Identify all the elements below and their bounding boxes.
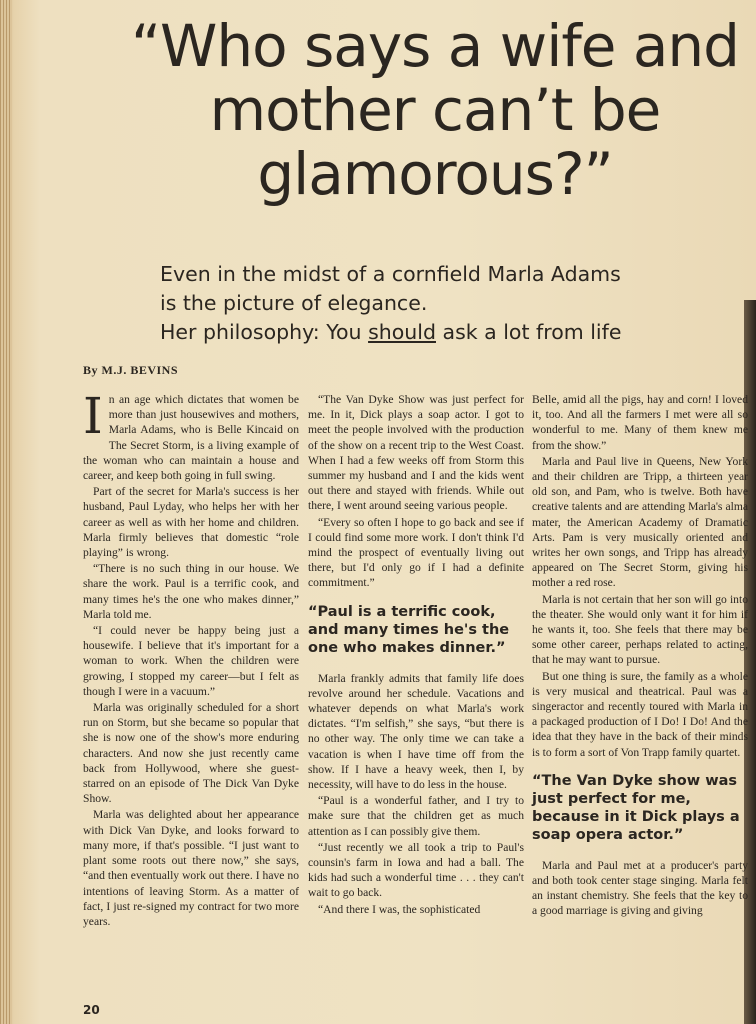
paragraph xyxy=(83,387,299,483)
paragraph: Part of the secret for Marla's success is her husband, Paul Lyday, who helps her with her career as well as with her home and children. Marla firmly believes that domestic “role playing” is wrong. xyxy=(83,485,299,560)
paragraph: “I could never be happy being just a housewife. I believe that it's important for a woman to work. When the children were growing, I stopped my career—but I felt as though I were in a vacuum.” xyxy=(83,624,299,698)
page-number: 20 xyxy=(83,1003,100,1017)
paragraph: “Just recently we all took a trip to Paul's counsin's farm in Iowa and had a ball. The kids had such a wonderful time . . . they can't wait to go back. xyxy=(308,840,524,900)
paragraph: Marla was originally scheduled for a short run on Storm, but she became so popular that she is now one of the show's more enduring characters. And now she just recently came back from Hollywood, where she guest-starred on an episode of The Dick Van Dyke Show. xyxy=(83,701,299,806)
paragraph: “And there I was, the sophisticated xyxy=(318,902,481,916)
pull-quote: “Paul is a terrific cook, and many times he's the one who makes dinner.” xyxy=(308,603,510,656)
subhead-underlined-word: should xyxy=(368,320,436,344)
article-column-3 xyxy=(532,392,748,920)
subhead-line-3-prefix: Her philosophy: You xyxy=(160,320,369,344)
paragraph: But one thing is sure, the family as a whole is very musical and theatrical. Paul was a singeractor and recently toured with Marla in a packaged production of I Do! I Do! And the idea that they have in the back of their minds is to form a sort of Von Trapp family quartet. xyxy=(532,669,748,759)
subhead-line-1: Even in the midst of a cornfield Marla Adams xyxy=(160,262,621,286)
paragraph: “The Van Dyke Show was just perfect for me. In it, Dick plays a soap actor. I got to meet the people involved with the production of the show on a recent trip to the West Coast. When I had a few weeks off from Storm this summer my husband and I and the kids went out there and stayed with friends. While out there, I went around seeing various people. xyxy=(308,393,524,513)
paragraph: “There is no such thing in our house. We share the work. Paul is a terrific cook, and many times he's the one who makes dinner,” Marla told me. xyxy=(83,562,299,621)
paragraph: Belle, amid all the pigs, hay and corn! I loved it, too. And all the farmers I met were all so wonderful to me. Many of them knew me from the show.” xyxy=(532,393,748,452)
pull-quote: “The Van Dyke show was just perfect for me, because in it Dick plays a soap opera actor.” xyxy=(532,772,740,843)
paragraph: Marla frankly admits that family life does revolve around her schedule. Vacations and whatever depends on what Marla's work dictates. “I'm selfish,” she says, “but there is no other way. The only time we can take a vacation is when I have time off from the show. If I have a heavy week, then I, by necessity, will have to do less in the house. xyxy=(308,671,524,792)
paragraph: “Every so often I hope to go back and see if I could find some more work. I don't think I'd mind the prospect of eventually living out there, but I'd only go if I had a definite commitment.” xyxy=(308,515,524,590)
headline: “Who says a wife and mother can’t be glamorous?” xyxy=(130,12,739,208)
article-column-1 xyxy=(83,387,299,930)
subheadline xyxy=(160,260,750,347)
paragraph: Marla and Paul met at a producer's party and both took center stage singing. Marla felt an instant chemistry. She feels that the key to a good marriage is giving and giving xyxy=(532,858,748,918)
drop-cap: I xyxy=(83,387,103,445)
paragraph: “Paul is a wonderful father, and I try to make sure that the children get as much attention as I can possibly give them. xyxy=(308,794,524,838)
subhead-line-3 xyxy=(160,318,750,347)
subhead-line-3-suffix: ask a lot from life xyxy=(435,320,622,344)
subhead-line-2: is the picture of elegance. xyxy=(160,291,428,315)
article-column-2 xyxy=(308,392,524,918)
byline: By M.J. BEVINS xyxy=(83,363,179,377)
paragraph: Marla is not certain that her son will go into the theater. She would only want it for him if he wants it, too. She feels that there may be some other career, perhaps related to acting, that he may want to pursue. xyxy=(532,592,748,667)
paragraph: Marla and Paul live in Queens, New York and their children are Tripp, a thirteen year old son, and Pam, who is twelve. Both have creative talents and are attending Marla's alma mater, the American Academy of Dramatic Arts. Pam is very musically oriented and writes her own songs, and Tripp has already appeared on The Secret Storm, giving his mother a red rose. xyxy=(532,454,748,590)
paragraph: Marla was delighted about her appearance with Dick Van Dyke, and looks forward to many more, if that's possible. “I just want to plant some roots out there now,” she says, “and then eventually work out there. I have no intentions of leaving Storm. As a matter of fact, I just re-signed my contract for two more years. xyxy=(83,808,299,928)
paragraph-text: n an age which dictates that women be more than just housewives and mothers, Marla Adams, who is Belle Kincaid on The Secret Storm, is a living example of the woman who can maintain a house and career, and keep both going in full swing. xyxy=(83,393,299,483)
page-stack-edge xyxy=(0,0,12,1024)
